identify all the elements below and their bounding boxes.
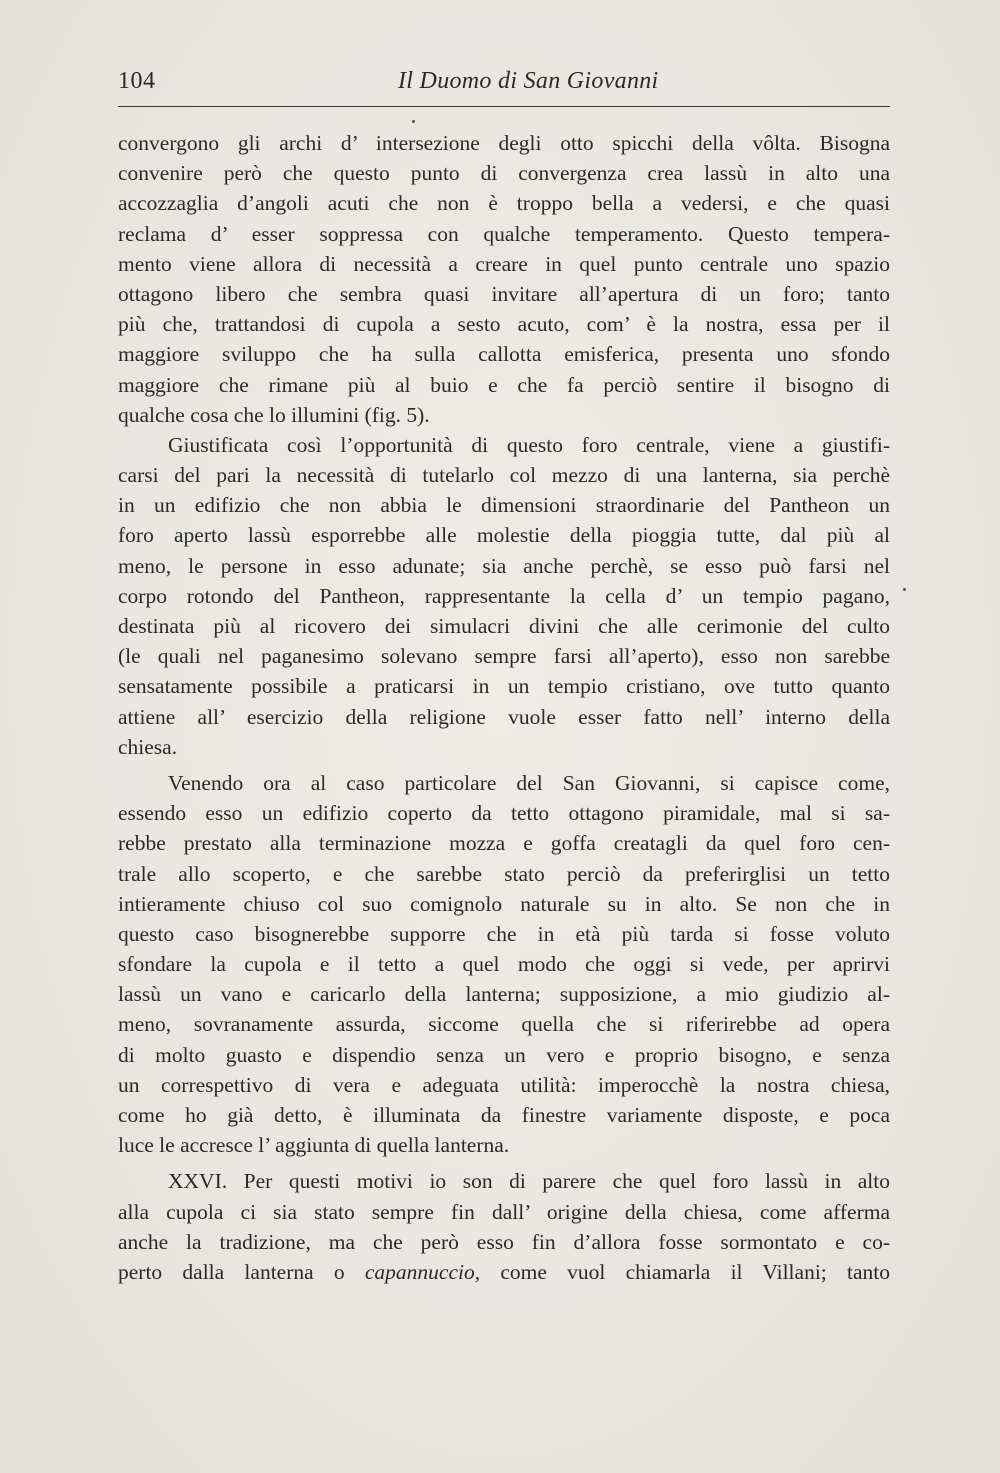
- text-line: Giustificata così l’opportunità di questo foro centrale, viene a giustifi-: [168, 432, 890, 457]
- text-line: Venendo ora al caso particolare del San Giovanni, si capisce come,: [168, 770, 890, 795]
- page-header: [118, 68, 890, 102]
- text-line: foro aperto lassù esporrebbe alle molestie della pioggia tutte, dal più al: [118, 523, 890, 548]
- text-segment: perto dalla lanterna o: [118, 1259, 365, 1284]
- text-line: chiesa.: [118, 734, 178, 759]
- text-line: meno, sovranamente assurda, siccome quella che si riferirebbe ad opera: [118, 1012, 890, 1037]
- body-text: [118, 128, 890, 1287]
- text-line: (le quali nel paganesimo solevano sempre farsi all’aperto), esso non sarebbe: [118, 644, 890, 669]
- text-line: un correspettivo di vera e adeguata utilità: imperocchè la nostra chiesa,: [118, 1072, 890, 1097]
- paragraph-4: [118, 1166, 890, 1287]
- text-line: maggiore sviluppo che ha sulla callotta emisferica, presenta uno sfondo: [118, 342, 890, 367]
- text-line: convenire però che questo punto di convergenza crea lassù in alto una: [118, 161, 890, 186]
- running-title: Il Duomo di San Giovanni: [398, 68, 659, 94]
- text-line: meno, le persone in esso adunate; sia anche perchè, se esso può farsi nel: [118, 553, 890, 578]
- text-line: maggiore che rimane più al buio e che fa perciò sentire il bisogno di: [118, 372, 890, 397]
- text-line: carsi del pari la necessità di tutelarlo col mezzo di una lanterna, sia perchè: [118, 463, 890, 488]
- paragraph-3: [118, 768, 890, 1160]
- text-line: ottagono libero che sembra quasi invitare all’apertura di un foro; tanto: [118, 281, 890, 306]
- text-line: essendo esso un edifizio coperto da tetto ottagono piramidale, mal si sa-: [118, 801, 890, 826]
- text-line: alla cupola ci sia stato sempre fin dall’ origine della chiesa, come afferma: [118, 1199, 890, 1224]
- paragraph-1: [118, 128, 890, 430]
- text-line: convergono gli archi d’ intersezione degli otto spicchi della vôlta. Bisogna: [118, 131, 890, 155]
- text-line: luce le accresce l’ aggiunta di quella lanterna.: [118, 1133, 510, 1158]
- header-rule: [118, 106, 890, 107]
- text-line: corpo rotondo del Pantheon, rappresentante la cella d’ un tempio pagano,: [118, 583, 890, 608]
- text-line: in un edifizio che non abbia le dimensioni straordinarie del Pantheon un: [118, 493, 890, 518]
- text-line: attiene all’ esercizio della religione vuole esser fatto nell’ interno della: [118, 704, 890, 729]
- ink-speck: [903, 588, 906, 591]
- page-number: 104: [118, 68, 156, 94]
- text-line: accozzaglia d’angoli acuti che non è troppo bella a vedersi, e che quasi: [118, 191, 890, 216]
- text-line: destinata più al ricovero dei simulacri divini che alle cerimonie del culto: [118, 614, 890, 638]
- text-line: più che, trattandosi di cupola a sesto acuto, com’ è la nostra, essa per il: [118, 312, 890, 337]
- text-line: sfondare la cupola e il tetto a quel modo che oggi si vede, per aprirvi: [118, 952, 890, 977]
- text-line: anche la tradizione, ma che però esso fin d’allora fosse sormontato e co-: [118, 1229, 890, 1254]
- text-line: XXVI. Per questi motivi io son di parere che quel foro lassù in alto: [168, 1169, 890, 1194]
- text-line: trale allo scoperto, e che sarebbe stato perciò da preferirglisi un tetto: [118, 861, 890, 886]
- italic-term: capannuccio,: [364, 1259, 481, 1284]
- text-line-final: [118, 1257, 890, 1287]
- text-line: lassù un vano e caricarlo della lanterna; supposizione, a mio giudizio al-: [118, 982, 890, 1007]
- text-line: mento viene allora di necessità a creare in quel punto centrale uno spazio: [118, 251, 890, 276]
- text-line: questo caso bisognerebbe supporre che in età più tarda si fosse voluto: [118, 921, 890, 946]
- text-segment: come vuol chiamarla il Villani; tanto: [480, 1259, 890, 1284]
- text-line: rebbe prestato alla terminazione mozza e goffa creatagli da quel foro cen-: [118, 831, 890, 856]
- paragraph-2: [118, 430, 890, 762]
- text-line: sensatamente possibile a praticarsi in un tempio cristiano, ove tutto quanto: [118, 674, 890, 699]
- text-line: intieramente chiuso col suo comignolo naturale su in alto. Se non che in: [118, 891, 890, 916]
- text-line: come ho già detto, è illuminata da finestre variamente disposte, e poca: [118, 1103, 890, 1127]
- ink-speck: [412, 120, 415, 123]
- text-line: reclama d’ esser soppressa con qualche temperamento. Questo tempera-: [118, 221, 890, 246]
- text-line: qualche cosa che lo illumini (fig. 5).: [118, 402, 430, 427]
- text-line: di molto guasto e dispendio senza un vero e proprio bisogno, e senza: [118, 1042, 890, 1067]
